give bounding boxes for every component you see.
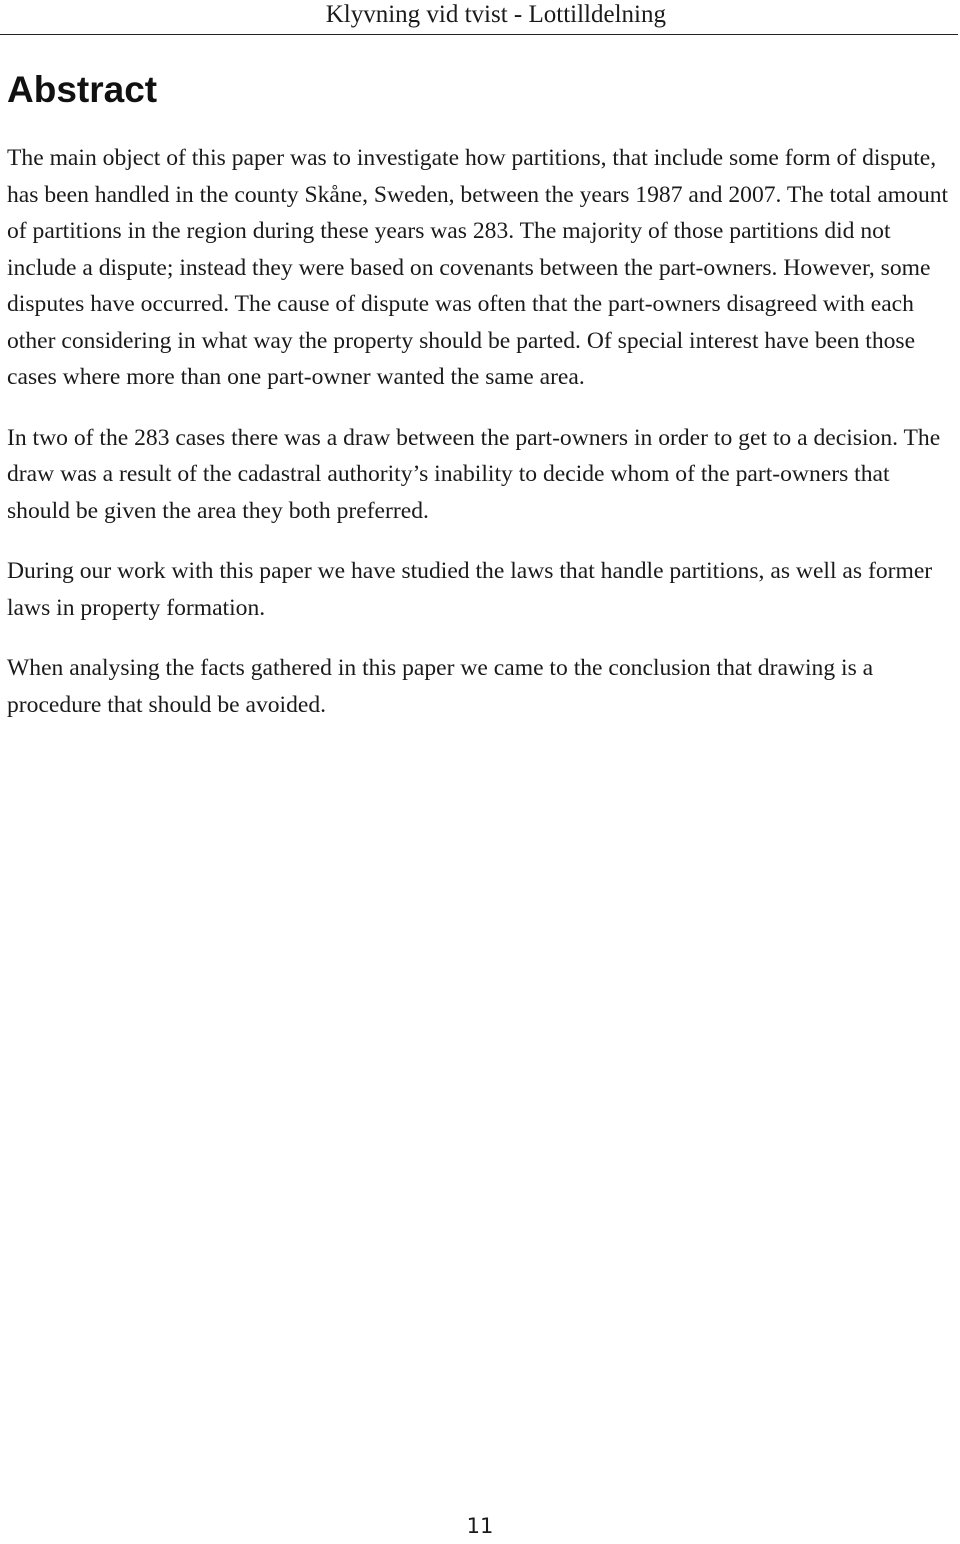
abstract-paragraph-1: The main object of this paper was to investigate how partitions, that include some form of dispute, has been handled in the county Skåne, Sweden, between the years 1987 and 2007. The total amount of partitions in the region during these years was 283. The majority of those partitions did not include a dispute; instead they were based on covenants between the part-owners. However, some disputes have occurred. The cause of dispute was often that the part-owners disagreed with each other considering in what way the property should be parted. Of special interest have been those cases where more than one part-owner wanted the same area. [7,145,949,390]
abstract-paragraph-2: In two of the 283 cases there was a draw between the part-owners in order to get to a decision. The draw was a result of the cadastral authority’s inability to decide whom of the part-owners that should be given the area they both preferred. [7,424,941,524]
running-header [0,0,958,35]
abstract-paragraph-3: During our work with this paper we have studied the laws that handle partitions, as well as former laws in property formation. [7,558,933,621]
abstract-paragraph-4: When analysing the facts gathered in this paper we came to the conclusion that drawing is a procedure that should be avoided. [7,655,874,718]
running-header-title: Klyvning vid tvist - Lottilldelning [325,1,666,28]
abstract-section [7,60,953,747]
page-number: 11 [466,1514,494,1538]
section-heading: Abstract [7,69,158,110]
